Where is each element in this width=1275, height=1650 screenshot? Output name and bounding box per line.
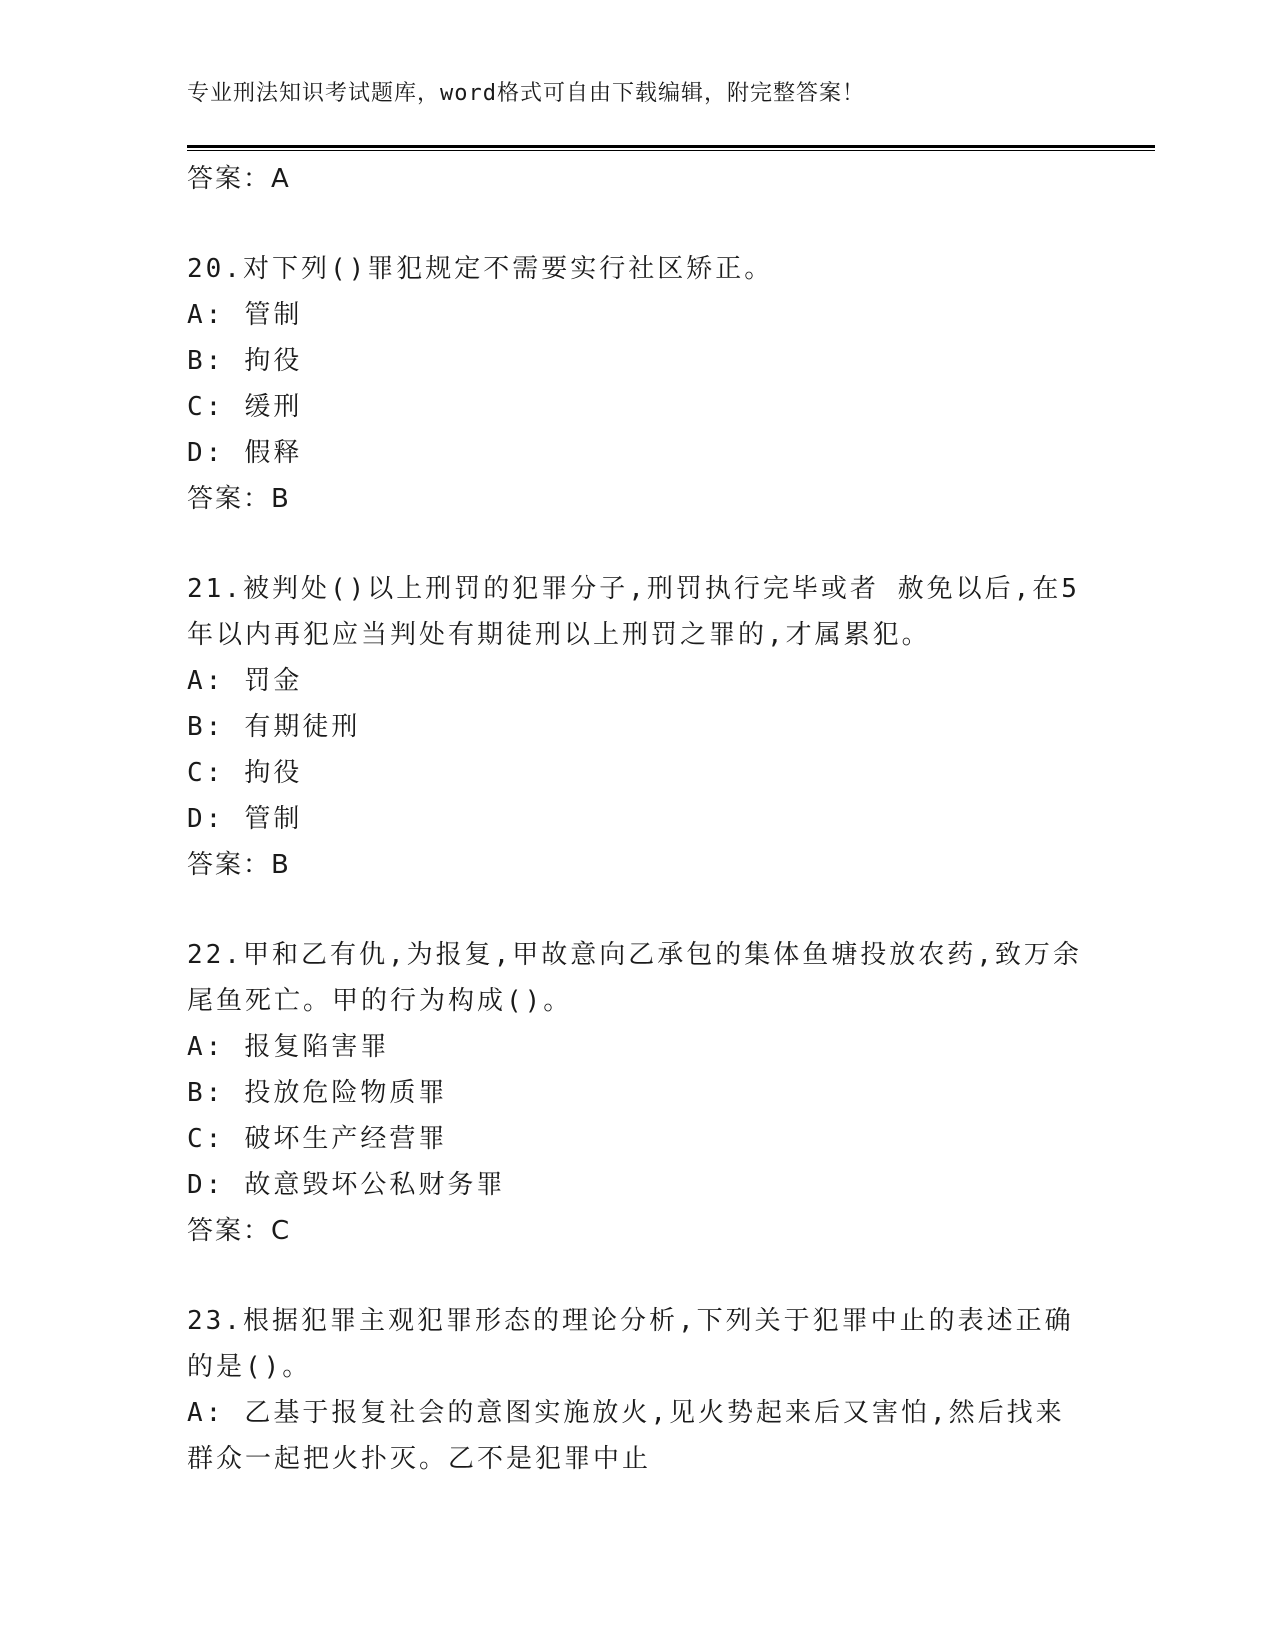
option-text: 报复陷害罪 bbox=[244, 1032, 390, 1062]
answer-line: 答案：B bbox=[187, 850, 291, 880]
question-22 bbox=[187, 932, 1087, 1254]
option-c bbox=[187, 750, 1087, 796]
option-text: 罚金 bbox=[244, 666, 303, 696]
option-text: 拘役 bbox=[244, 346, 303, 376]
option-c bbox=[187, 1116, 1087, 1162]
option-text: 有期徒刑 bbox=[244, 712, 361, 742]
option-b bbox=[187, 1070, 1087, 1116]
question-23 bbox=[187, 1298, 1087, 1482]
option-letter: C: bbox=[187, 1124, 225, 1154]
option-letter: D: bbox=[187, 1170, 225, 1200]
question-text: 20.对下列()罪犯规定不需要实行社区矫正。 bbox=[187, 254, 774, 284]
option-a bbox=[187, 1024, 1087, 1070]
option-text: 投放危险物质罪 bbox=[244, 1078, 448, 1108]
option-text: 故意毁坏公私财务罪 bbox=[244, 1170, 506, 1200]
option-text: 假释 bbox=[244, 438, 303, 468]
option-letter: A: bbox=[187, 1032, 225, 1062]
option-text: 乙基于报复社会的意图实施放火,见火势起来后又害怕,然后找来群众一起把火扑灭。乙不是犯罪中止 bbox=[187, 1398, 1065, 1474]
option-d bbox=[187, 1162, 1087, 1208]
question-21 bbox=[187, 566, 1087, 888]
option-text: 拘役 bbox=[244, 758, 303, 788]
option-letter: B: bbox=[187, 346, 225, 376]
option-letter: D: bbox=[187, 804, 225, 834]
header-rule-thick bbox=[187, 145, 1155, 148]
option-d bbox=[187, 796, 1087, 842]
option-text: 缓刑 bbox=[244, 392, 303, 422]
option-text: 管制 bbox=[244, 300, 303, 330]
option-letter: A: bbox=[187, 300, 225, 330]
option-a bbox=[187, 658, 1087, 704]
option-a bbox=[187, 1390, 1087, 1482]
page-header: 专业刑法知识考试题库，word格式可自由下载编辑，附完整答案！ bbox=[187, 81, 865, 106]
option-c bbox=[187, 384, 1087, 430]
question-text: 23.根据犯罪主观犯罪形态的理论分析,下列关于犯罪中止的表述正确的是()。 bbox=[187, 1306, 1074, 1382]
header-rule-thin bbox=[187, 150, 1155, 151]
option-a bbox=[187, 292, 1087, 338]
answer-line: 答案：C bbox=[187, 1216, 292, 1246]
option-letter: B: bbox=[187, 712, 225, 742]
option-letter: A: bbox=[187, 1398, 225, 1428]
option-letter: B: bbox=[187, 1078, 225, 1108]
option-letter: A: bbox=[187, 666, 225, 696]
option-letter: C: bbox=[187, 392, 225, 422]
answer-line: 答案：A bbox=[187, 164, 291, 194]
option-text: 破坏生产经营罪 bbox=[244, 1124, 448, 1154]
option-b bbox=[187, 704, 1087, 750]
answer-line: 答案：B bbox=[187, 484, 291, 514]
option-text: 管制 bbox=[244, 804, 303, 834]
question-text: 22.甲和乙有仇,为报复,甲故意向乙承包的集体鱼塘投放农药,致万余尾鱼死亡。甲的行为构成()。 bbox=[187, 940, 1082, 1016]
option-letter: C: bbox=[187, 758, 225, 788]
option-b bbox=[187, 338, 1087, 384]
question-list bbox=[187, 156, 1087, 1482]
question-text: 21.被判处()以上刑罚的犯罪分子,刑罚执行完毕或者 赦免以后,在5年以内再犯应当判处有期徒刑以上刑罚之罪的,才属累犯。 bbox=[187, 574, 1080, 650]
option-d bbox=[187, 430, 1087, 476]
option-letter: D: bbox=[187, 438, 225, 468]
question-20 bbox=[187, 246, 1087, 522]
